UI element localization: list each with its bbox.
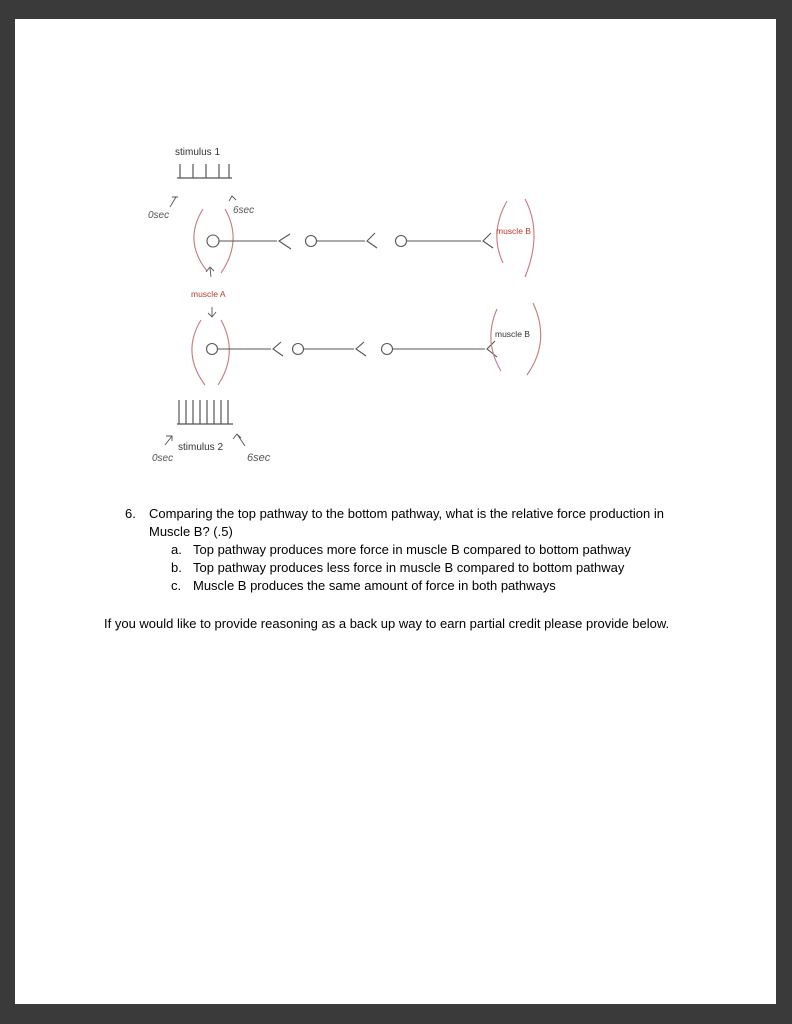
stimulus2-pulses: [177, 400, 233, 424]
bottom-muscle-b: [491, 303, 541, 375]
stimulus1-end-label: 6sec: [233, 205, 255, 216]
option-text: Top pathway produces more force in muscle B compared to bottom pathway: [193, 542, 631, 557]
answer-options: [171, 541, 685, 595]
bottom-neuron-body-1: [207, 344, 218, 355]
answer-option-a[interactable]: [171, 541, 685, 559]
question-text: Comparing the top pathway to the bottom pathway, what is the relative force production in Muscle B? (.5): [149, 506, 664, 539]
option-letter: c.: [171, 578, 182, 593]
bottom-neuron-body-2: [293, 344, 304, 355]
reasoning-prompt: If you would like to provide reasoning as a back up way to earn partial credit please provide below.: [104, 616, 670, 631]
option-letter: a.: [171, 542, 182, 557]
option-letter: b.: [171, 560, 182, 575]
stimulus1-start-label: 0sec: [148, 210, 170, 221]
option-text: Muscle B produces the same amount of force in both pathways: [193, 578, 556, 593]
stimulus2-label: stimulus 2: [178, 442, 224, 453]
bottom-neuron-body-3: [382, 344, 393, 355]
muscle-a-label: muscle A: [191, 289, 226, 299]
top-pathway-neurons: [219, 233, 493, 249]
top-muscle-b: [497, 199, 534, 277]
stimulus1-label: stimulus 1: [175, 147, 221, 158]
bottom-muscle-b-label: muscle B: [495, 329, 530, 339]
top-neuron-body-2: [306, 236, 317, 247]
stimulus2-end-label: 6sec: [247, 452, 271, 464]
question-number: 6.: [125, 506, 136, 521]
bottom-pathway-neurons: [218, 341, 497, 357]
option-text: Top pathway produces less force in muscle B compared to bottom pathway: [193, 560, 625, 575]
stimulus2-start-label: 0sec: [152, 453, 174, 464]
answer-option-b[interactable]: [171, 559, 685, 577]
top-neuron-body-1: [207, 235, 219, 247]
stimulus1-pulses: [177, 164, 232, 178]
neural-pathway-diagram: [15, 19, 776, 499]
question-6: [125, 505, 685, 595]
answer-option-c[interactable]: [171, 577, 685, 595]
top-neuron-body-3: [396, 236, 407, 247]
document-page: [15, 19, 776, 1004]
bottom-muscle-a: [192, 320, 229, 385]
top-muscle-b-label: muscle B: [496, 226, 531, 236]
